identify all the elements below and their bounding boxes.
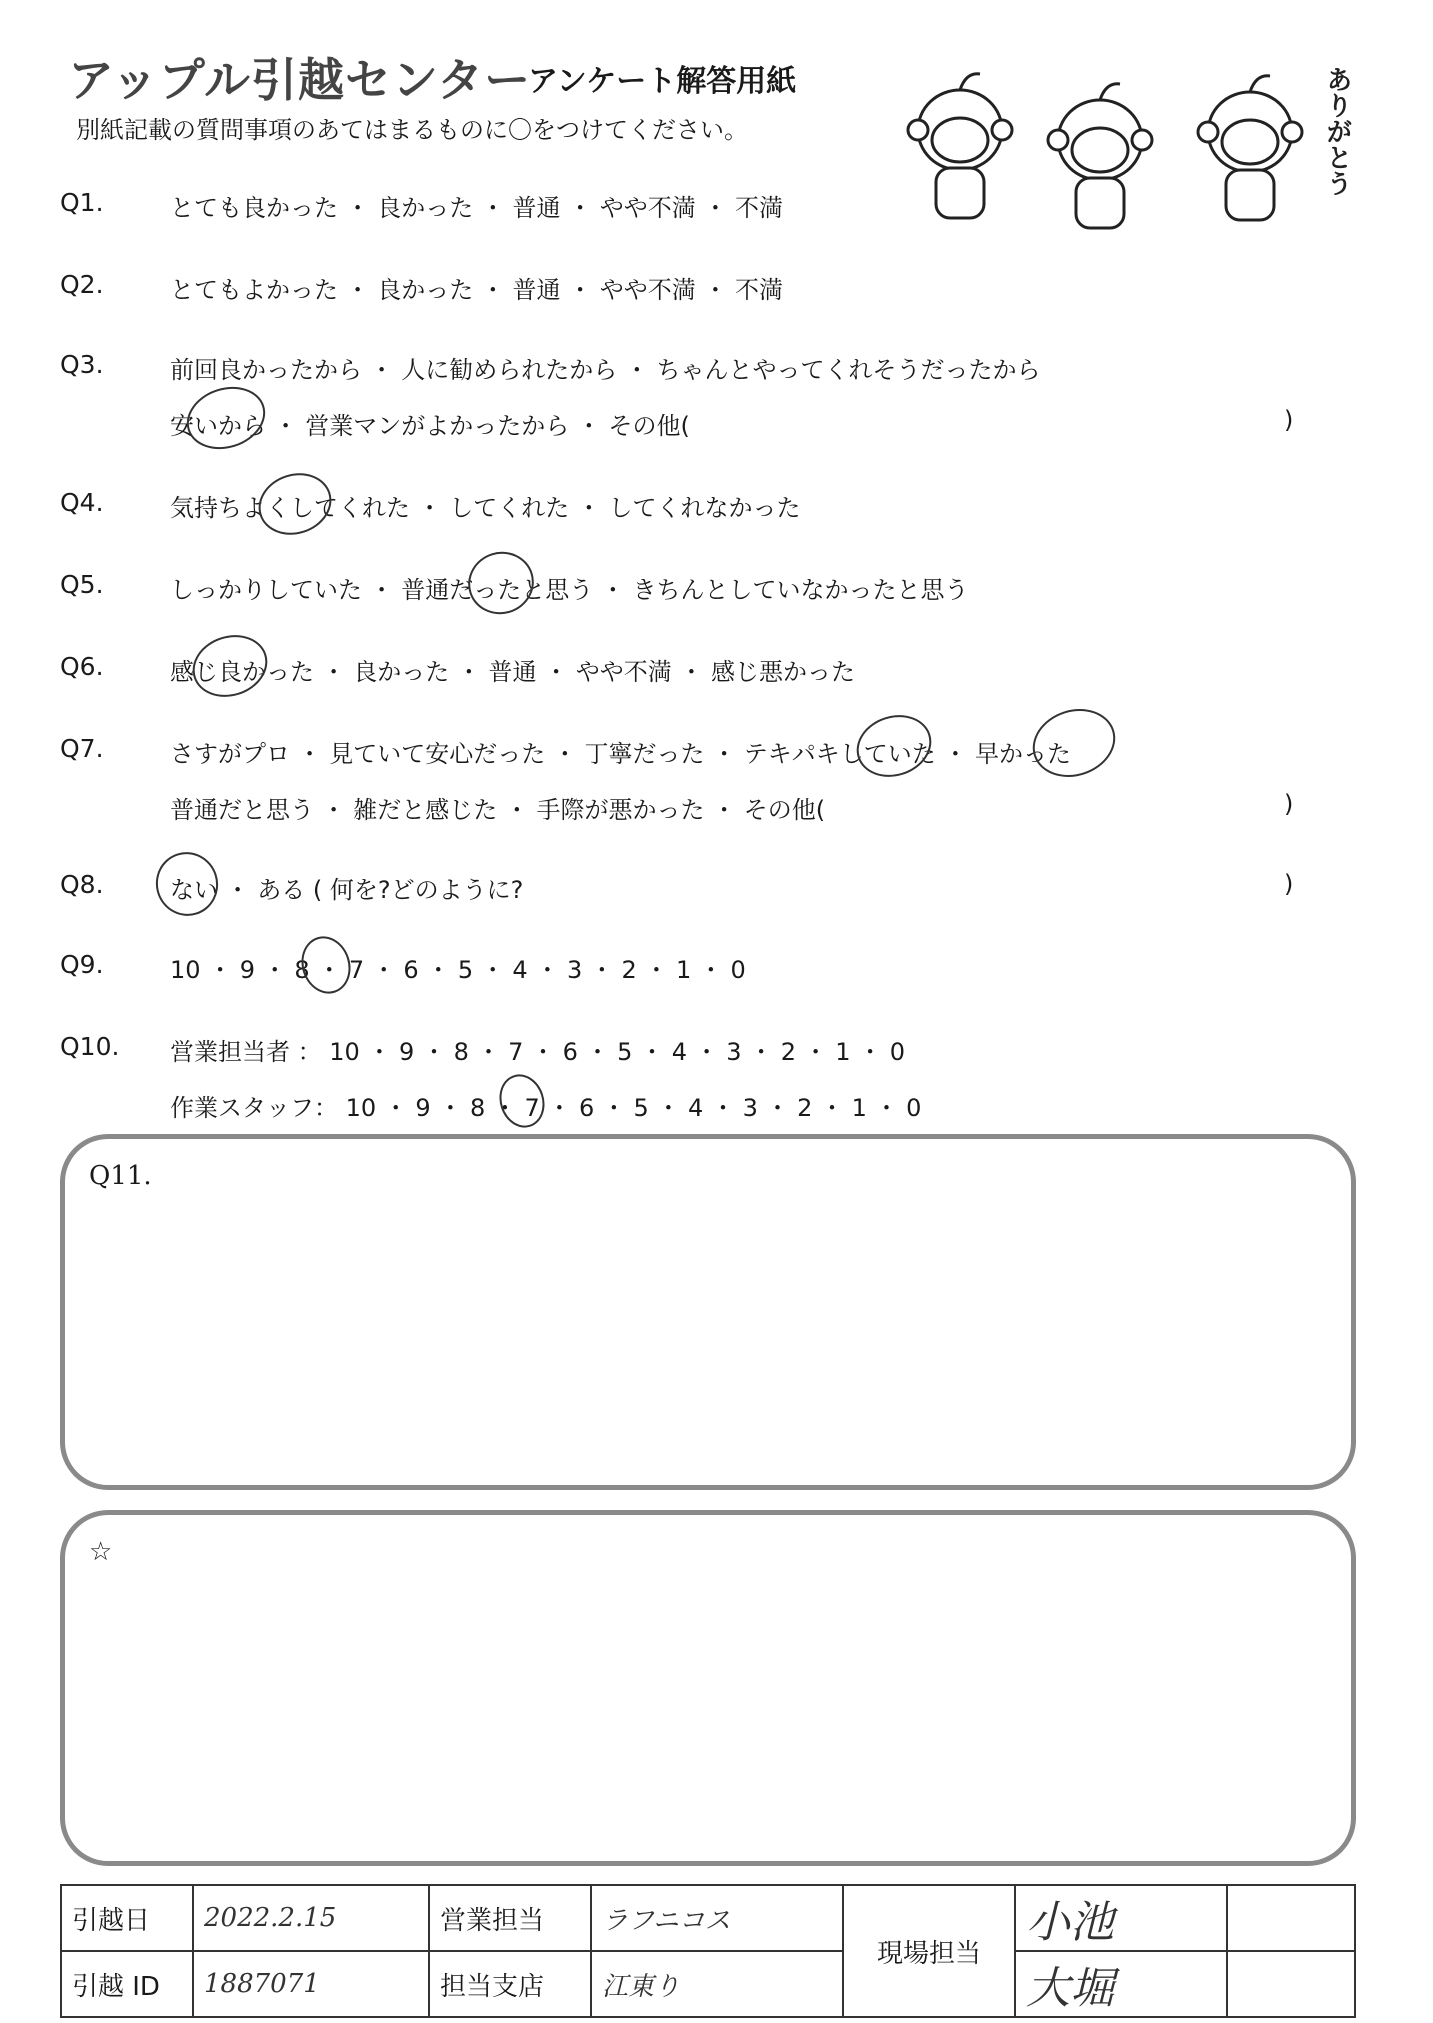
q8-options: ない ・ ある ( 何を?どのように?	[170, 876, 524, 904]
q9-options: 10 ・ 9 ・ 8 ・ 7 ・ 6 ・ 5 ・ 4 ・ 3 ・ 2 ・ 1 ・ 0	[170, 956, 746, 984]
q3-options-line2: 安いから ・ 営業マンがよかったから ・ その他(	[170, 412, 690, 440]
q10-sales-options: 営業担当者 ： 10 ・ 9 ・ 8 ・ 7 ・ 6 ・ 5 ・ 4 ・ 3 ・ 2 ・ 1 ・ 0	[170, 1038, 906, 1066]
monkey-center-icon	[1048, 84, 1152, 228]
q3-close-paren: )	[1284, 406, 1294, 434]
q1-label: Q1.	[60, 188, 104, 217]
q7-options-line2: 普通だと思う ・ 雑だと感じた ・ 手際が悪かった ・ その他(	[170, 796, 826, 824]
instruction-text: 別紙記載の質問事項のあてはまるものに〇をつけてください。	[76, 116, 748, 144]
q10-staff-answer-circle	[493, 1069, 552, 1134]
q7-label: Q7.	[60, 734, 104, 763]
q5-options: しっかりしていた ・ 普通だったと思う ・ きちんとしていなかったと思う	[170, 576, 969, 604]
q6-label: Q6.	[60, 652, 104, 681]
monkey-mascots-illustration	[900, 60, 1360, 240]
site-staff-value-2: 大堀	[1015, 1951, 1227, 2017]
star-icon: ☆	[89, 1537, 113, 1567]
branch-label: 担当支店	[429, 1951, 591, 2017]
footer-info-table	[60, 1884, 1356, 2018]
sales-rep-label: 営業担当	[429, 1885, 591, 1951]
q8-label: Q8.	[60, 870, 104, 899]
q8-close-paren: )	[1284, 870, 1294, 898]
monkey-right-icon	[1198, 76, 1302, 220]
q3-label: Q3.	[60, 350, 104, 379]
site-staff-label: 現場担当	[843, 1885, 1015, 2017]
q10-staff-options: 作業スタッフ： 10 ・ 9 ・ 8 ・ 7 ・ 6 ・ 5 ・ 4 ・ 3 ・ 2 ・ 1 ・ 0	[170, 1094, 922, 1122]
q1-options: とても良かった ・ 良かった ・ 普通 ・ やや不満 ・ 不満	[170, 194, 784, 222]
move-date-value: 2022.2.15	[193, 1885, 429, 1951]
q7-close-paren: )	[1284, 790, 1294, 818]
q7-answer-circle-1	[849, 706, 940, 787]
move-id-value: 1887071	[193, 1951, 429, 2017]
q3-answer-circle	[179, 377, 274, 459]
company-title: アップル引越センター	[68, 53, 532, 107]
star-comment-box[interactable]	[60, 1510, 1356, 1866]
q6-answer-circle	[185, 626, 276, 707]
sales-rep-value: ラフニコス	[591, 1885, 843, 1951]
q9-answer-circle	[294, 930, 358, 1000]
q4-answer-circle	[251, 464, 340, 544]
q11-label: Q11.	[89, 1161, 152, 1191]
q7-options-line1: さすがプロ ・ 見ていて安心だった ・ 丁寧だった ・ テキパキしていた ・ 早かった	[170, 740, 1072, 768]
q7-answer-circle-2	[1024, 699, 1124, 788]
monkey-left-icon	[908, 74, 1012, 218]
q5-answer-circle	[460, 543, 542, 622]
q2-options: とてもよかった ・ 良かった ・ 普通 ・ やや不満 ・ 不満	[170, 276, 784, 304]
q9-label: Q9.	[60, 950, 104, 979]
q2-label: Q2.	[60, 270, 104, 299]
site-staff-extra-2	[1227, 1951, 1355, 2017]
q10-label: Q10.	[60, 1032, 120, 1061]
move-id-label: 引越 ID	[61, 1951, 193, 2017]
q5-label: Q5.	[60, 570, 104, 599]
form-subtitle: アンケート解答用紙	[528, 64, 797, 99]
q6-options: 感じ良かった ・ 良かった ・ 普通 ・ やや不満 ・ 感じ悪かった	[170, 658, 856, 686]
site-staff-extra-1	[1227, 1885, 1355, 1951]
q11-comment-box[interactable]	[60, 1134, 1356, 1490]
q4-label: Q4.	[60, 488, 104, 517]
q8-answer-circle	[148, 844, 227, 924]
q4-options: 気持ちよくしてくれた ・ してくれた ・ してくれなかった	[170, 494, 801, 522]
thanks-text: ありがとう	[1322, 66, 1352, 196]
branch-value: 江東り	[591, 1951, 843, 2017]
move-date-label: 引越日	[61, 1885, 193, 1951]
q3-options-line1: 前回良かったから ・ 人に勧められたから ・ ちゃんとやってくれそうだったから	[170, 356, 1041, 384]
site-staff-value-1: 小池	[1015, 1885, 1227, 1951]
